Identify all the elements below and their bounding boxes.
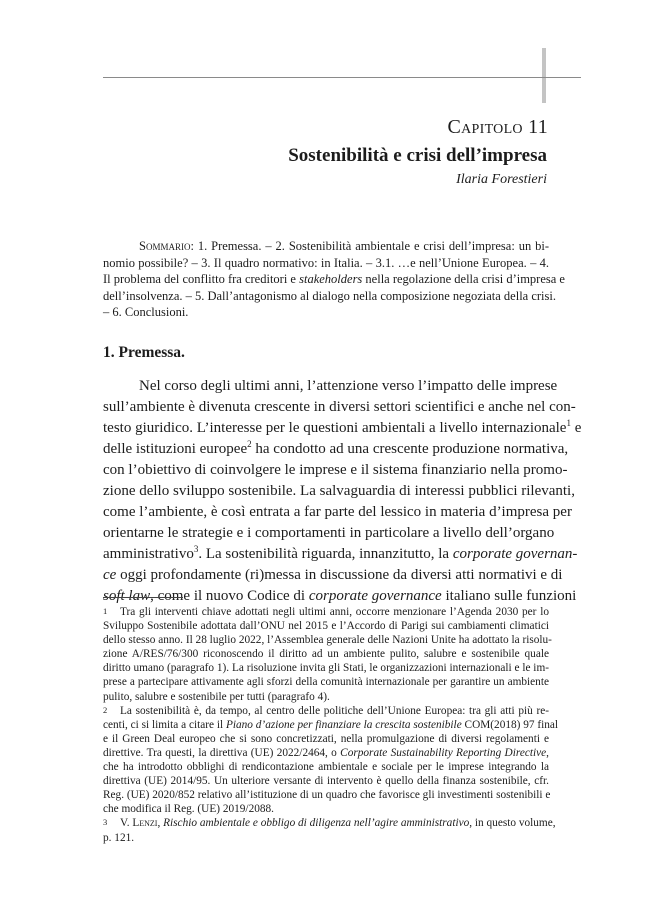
chapter-author: Ilaria Forestieri	[456, 172, 547, 187]
body-line: sull’ambiente è divenuta crescente in diversi settori scientifici e anche nel con-	[103, 399, 576, 415]
footnote-line: Sviluppo Sostenibile adottata dall’ONU nel 2015 e l’Accordo di Parigi sui cambiamenti climatici	[103, 620, 549, 633]
summary	[103, 238, 565, 321]
footnote-number: 2	[103, 704, 108, 715]
footnote-ref[interactable]: 2	[247, 439, 252, 449]
body-line: ce oggi profondamente (ri)messa in discussione da diversi atti normativi e di	[103, 567, 563, 583]
footnote-line: direttive. Tra questi, la direttiva (UE) 2022/2464, o Corporate Sustainability Reporting Directive,	[103, 746, 549, 759]
footnote-line: che ha introdotto obblighi di rendicontazione ambientale e sociale per le imprese integrando la	[103, 761, 549, 774]
chapter-label: Capitolo 11	[447, 116, 548, 138]
body-line: amministrativo$^3$. La sostenibilità riguarda, innanzitutto, la corporate governan-	[103, 544, 578, 562]
footnote-line: zione A/RES/76/300 riconoscendo il diritto ad un ambiente pulito, salubre e sostenibile quale	[103, 648, 549, 661]
section-heading: 1. Premessa.	[103, 344, 185, 361]
summary-line: Sommario: 1. Premessa. – 2. Sostenibilità ambientale e crisi dell’impresa: un bi-	[139, 239, 549, 253]
footnote-line: pulito, salubre e sostenibile per tutti (paragrafo 4).	[103, 690, 330, 703]
footnote-line: diritto umano (paragrafo 1). La risoluzione invita gli Stati, le organizzazioni internazionali e le im-	[103, 662, 549, 675]
summary-line: dell’insolvenza. – 5. Dall’antagonismo al dialogo nella composizione negoziata della crisi.	[103, 288, 556, 303]
footnote-line: 3 V. Lenzi, Rischio ambientale e obbligo di diligenza nell’agire amministrativo, in questo volume,	[103, 817, 556, 830]
chapter-title: Sostenibilità e crisi dell’impresa	[288, 145, 547, 166]
summary-line: – 6. Conclusioni.	[103, 305, 189, 319]
summary-lead: Sommario	[139, 239, 191, 253]
body-line: con l’obiettivo di coinvolgere le imprese e il sistema finanziario nella promo-	[103, 462, 568, 478]
body-line: soft law, come il nuovo Codice di corporate governance italiano sulle funzioni	[103, 588, 577, 604]
body-line: Nel corso degli ultimi anni, l’attenzione verso l’impatto delle imprese	[139, 378, 558, 394]
footnote-line: che modifica il Reg. (UE) 2019/2088.	[103, 803, 274, 816]
footnote-line: dello stesso anno. Il 28 luglio 2022, l’Assemblea generale delle Nazioni Unite ha adottato la risolu-	[103, 634, 552, 647]
footnote-line: 1 Tra gli interventi chiave adottati negli ultimi anni, occorre menzionare l’Agenda 2030 per lo	[103, 606, 549, 618]
body-line: zione dello sviluppo sostenibile. La salvaguardia di interessi pubblici rilevanti,	[103, 483, 575, 499]
page-corner-mark	[542, 48, 546, 103]
footnotes	[103, 605, 559, 845]
summary-line: Il problema del conflitto fra creditori e stakeholders nella regolazione della crisi d’impresa e	[103, 272, 565, 286]
header-rule	[103, 77, 581, 78]
footnote-line: p. 121.	[103, 831, 135, 844]
footnote-rule	[103, 597, 183, 598]
body-line: testo giuridico. L’interesse per le questioni ambientali a livello internazionale$^1$ e	[103, 418, 582, 436]
body-line: orientarne le strategie e i comportamenti in particolare a livello dell’organo	[103, 525, 555, 541]
footnote-number: 1	[103, 606, 108, 616]
footnote-line: 2 La sostenibilità è, da tempo, al centro delle politiche dell’Unione Europea: tra gli atti più re-	[103, 704, 549, 717]
footnote-line: e il Green Deal europeo che si sono concretizzati, nella promulgazione di diversi regolamenti e	[103, 732, 549, 745]
body-line: come l’ambiente, è così entrata a far parte del lessico in materia d’impresa per	[103, 504, 572, 520]
footnote-line: Reg. (UE) 2020/852 relativo all’istituzione di un quadro che favorisce gli investimenti sostenibili e	[103, 789, 551, 802]
footnote-ref[interactable]: 3	[193, 544, 199, 554]
footnote-line: prese a partecipare attivamente agli sforzi della comunità internazionale per garantire un ambiente	[103, 676, 549, 689]
body-text	[103, 376, 582, 607]
body-line: delle istituzioni europee$^2$ ha condotto ad una crescente produzione normativa,	[103, 439, 569, 457]
footnote-line: centi, ci si limita a citare il Piano d’azione per finanziare la crescita sostenibile COM(2018) 97 final	[103, 718, 559, 731]
footnote-ref[interactable]: 1	[566, 418, 571, 428]
footnote-number: 3	[103, 817, 108, 828]
summary-line: nomio possibile? – 3. Il quadro normativo: in Italia. – 3.1. …e nell’Unione Europea. – 4.	[103, 255, 549, 270]
footnote-line: direttiva (UE) 2014/95. Un ulteriore versante di intervento è quello della finanza sostenibile, cfr.	[103, 775, 549, 788]
